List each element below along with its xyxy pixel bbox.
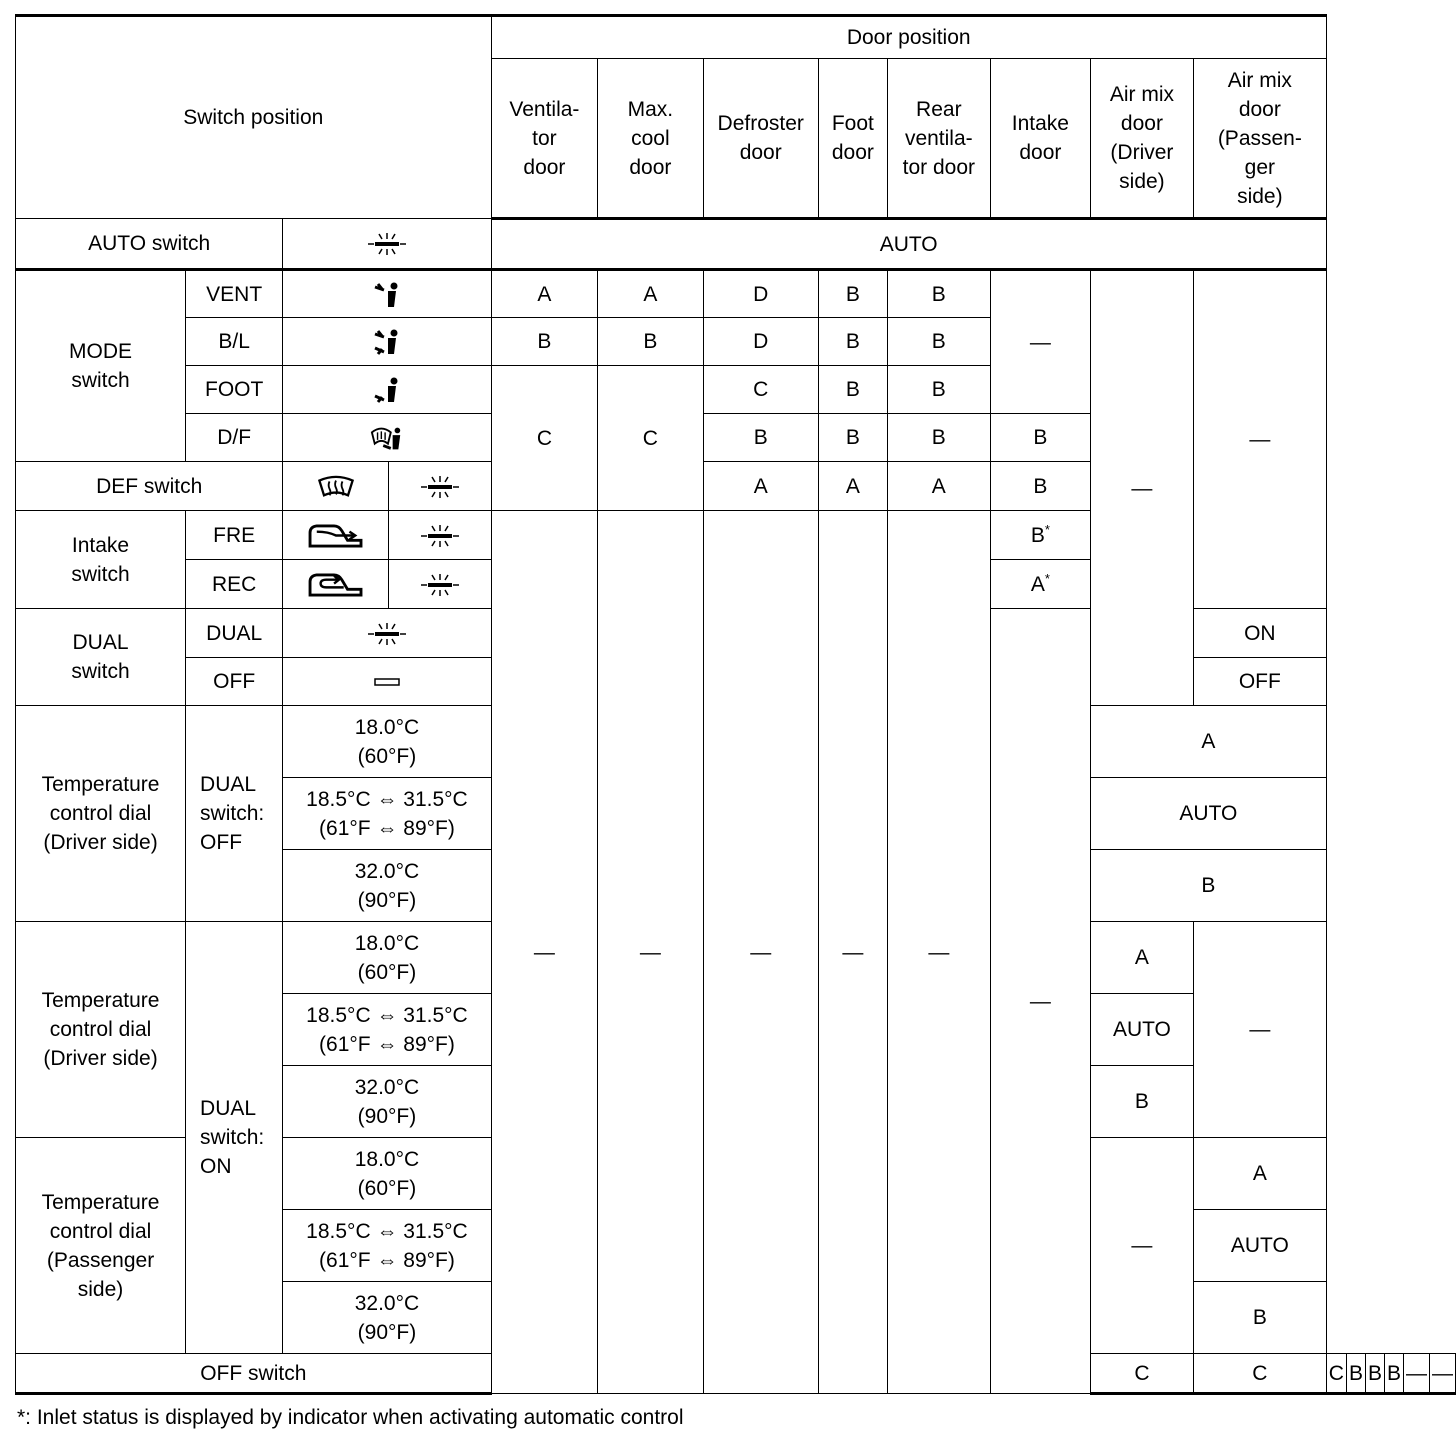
cell: C [1193,1354,1326,1394]
cell: — [887,511,990,1394]
row-intake-switch: Intake switch [16,511,186,609]
cell: — [990,609,1090,1394]
cell-value: B [1030,523,1045,547]
cell: A [887,462,990,511]
fresh-air-icon-cell [283,511,389,560]
cell: B [818,366,887,414]
indicator-cell [389,560,491,609]
footnote-mark: * [1044,570,1050,586]
col-air-mix-passenger: Air mix door (Passen- ger side) [1193,59,1326,219]
row-dual-switch-off: DUAL switch: OFF [186,706,283,922]
indicator-unlit-icon [374,676,400,688]
cell: C [1090,1354,1193,1394]
temp-max: 32.0°C (90°F) [283,1066,491,1138]
bilevel-icon-cell [283,318,491,366]
recirculation-icon-cell [283,560,389,609]
cell-value: A [1030,572,1045,596]
cell: A [491,270,598,318]
cell: B [1090,1066,1193,1138]
cell: — [703,511,818,1394]
footnote-mark: * [1044,521,1050,537]
row-vent: VENT [186,270,283,318]
cell: — [1430,1354,1456,1394]
indicator-lit-icon [368,622,406,646]
def-foot-icon-cell [283,414,491,462]
temp-range: 18.5°C ⇔ 31.5°C (61°F ⇔ 89°F) [283,1210,491,1282]
fresh-air-icon [307,523,365,548]
cell: B [1384,1354,1403,1394]
cell: A [1090,922,1193,994]
cell: — [491,511,598,1394]
cell: — [598,511,703,1394]
temp-max: 32.0°C (90°F) [283,1282,491,1354]
cell: — [1404,1354,1430,1394]
cell: — [1090,270,1193,706]
cell: D [703,270,818,318]
col-max-cool-door: Max. cool door [598,59,703,219]
cell: B [818,270,887,318]
cell: B [990,414,1090,462]
indicator-lit-icon [421,573,459,597]
cell: AUTO [1090,994,1193,1066]
cell: C [1326,1354,1346,1394]
cell: — [818,511,887,1394]
door-position-table [15,14,1456,1395]
defroster-icon [317,475,355,499]
col-rear-ventilator-door: Rear ventila- tor door [887,59,990,219]
recirculation-icon [307,572,365,597]
cell [990,560,1090,609]
indicator-cell [389,511,491,560]
footnote: *: Inlet status is displayed by indicator when activating automatic control [17,1406,684,1429]
vent-mode-icon [372,281,402,309]
row-temp-passenger: Temperature control dial (Passenger side) [16,1138,186,1354]
foot-icon-cell [283,366,491,414]
col-intake-door: Intake door [990,59,1090,219]
cell: C [491,366,598,511]
cell: ON [1193,609,1326,658]
temp-min: 18.0°C (60°F) [283,706,491,778]
row-off-switch: OFF switch [16,1354,492,1394]
indicator-lit-icon [421,524,459,548]
cell: A [1090,706,1326,778]
row-temp-driver-on: Temperature control dial (Driver side) [16,922,186,1138]
cell: AUTO [1193,1210,1326,1282]
cell: OFF [1193,658,1326,706]
cell: A [818,462,887,511]
cell: B [887,414,990,462]
cell: A [1193,1138,1326,1210]
cell: B [818,318,887,366]
row-dual-switch-on: DUAL switch: ON [186,922,283,1354]
indicator-cell [389,462,491,511]
temp-range: 18.5°C ⇔ 31.5°C (61°F ⇔ 89°F) [283,778,491,850]
row-auto-switch: AUTO switch [16,219,283,270]
bi-level-mode-icon [372,328,402,356]
row-bl: B/L [186,318,283,366]
indicator-lit-icon [421,475,459,499]
cell: B [1193,1282,1326,1354]
cell: B [703,414,818,462]
cell: B [887,270,990,318]
col-air-mix-driver: Air mix door (Driver side) [1090,59,1193,219]
cell: B [1346,1354,1365,1394]
indicator-lit-icon [368,232,406,256]
row-foot: FOOT [186,366,283,414]
col-defroster-door: Defroster door [703,59,818,219]
cell: B [1090,850,1326,922]
cell: D [703,318,818,366]
cell: B [887,366,990,414]
temp-min: 18.0°C (60°F) [283,922,491,994]
cell: A [598,270,703,318]
cell: B [1365,1354,1384,1394]
row-dual: DUAL [186,609,283,658]
row-def-switch: DEF switch [16,462,283,511]
cell: B [818,414,887,462]
row-mode-switch: MODE switch [16,270,186,462]
cell: C [598,366,703,511]
door-position-header: Door position [491,16,1326,59]
cell: A [703,462,818,511]
row-temp-driver-off: Temperature control dial (Driver side) [16,706,186,922]
cell: B [491,318,598,366]
indicator-cell [283,609,491,658]
cell: — [990,270,1090,414]
col-foot-door: Foot door [818,59,887,219]
defrost-foot-mode-icon [370,424,404,452]
row-fre: FRE [186,511,283,560]
auto-value: AUTO [491,219,1326,270]
indicator-cell [283,219,491,270]
temp-range: 18.5°C ⇔ 31.5°C (61°F ⇔ 89°F) [283,994,491,1066]
col-ventilator-door: Ventila- tor door [491,59,598,219]
indicator-cell [283,658,491,706]
temp-min: 18.0°C (60°F) [283,1138,491,1210]
row-df: D/F [186,414,283,462]
cell: B [887,318,990,366]
cell [990,511,1090,560]
cell: — [1090,1138,1193,1354]
vent-icon-cell [283,270,491,318]
cell: B [990,462,1090,511]
temp-max: 32.0°C (90°F) [283,850,491,922]
defroster-icon-cell [283,462,389,511]
switch-position-header: Switch position [16,16,492,219]
cell: C [703,366,818,414]
foot-mode-icon [372,376,402,404]
row-rec: REC [186,560,283,609]
row-dual-switch: DUAL switch [16,609,186,706]
cell: — [1193,270,1326,609]
row-off: OFF [186,658,283,706]
cell: B [598,318,703,366]
cell: AUTO [1090,778,1326,850]
cell: — [1193,922,1326,1138]
